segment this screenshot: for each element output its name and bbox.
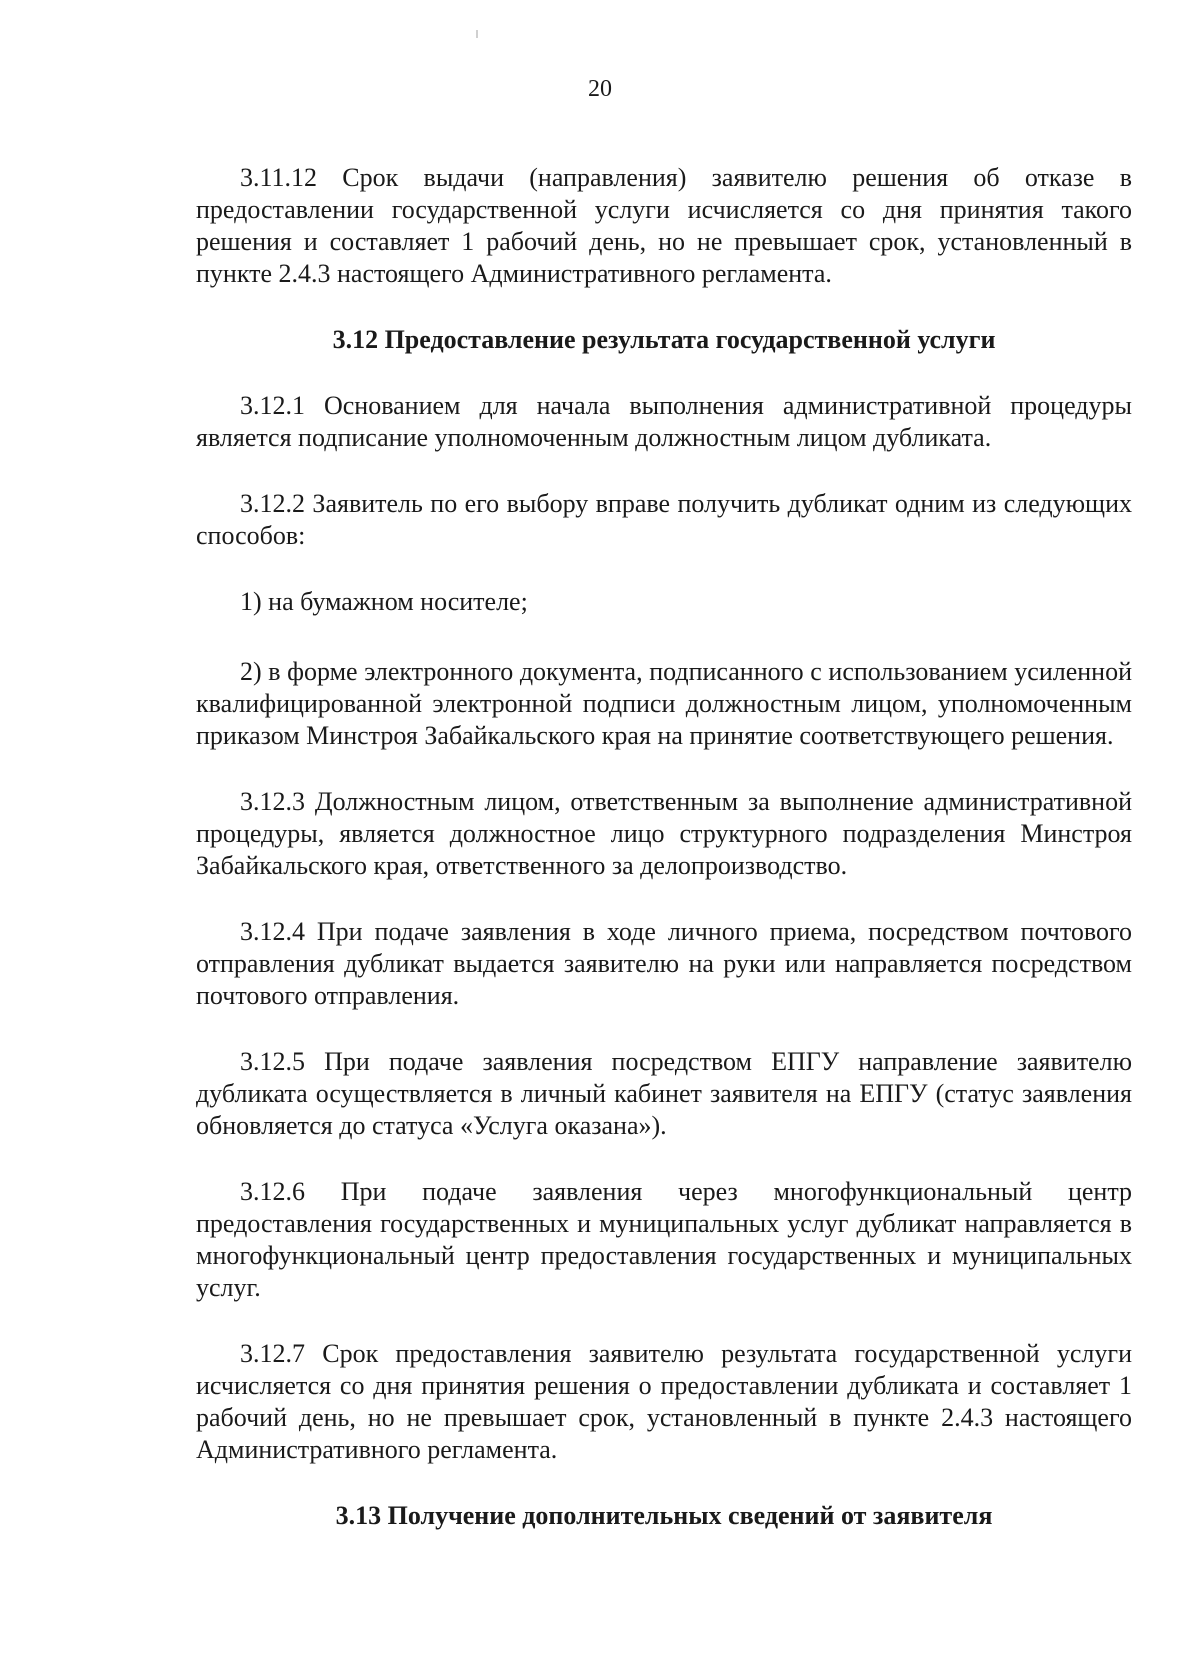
list-item-1: 1) на бумажном носителе; <box>240 587 528 616</box>
paragraph-3-12-1: 3.12.1 Основанием для начала выполнения административной процедуры является подписание уполномоченным должностным лицом дубликата. <box>196 391 1132 452</box>
list-item-2: 2) в форме электронного документа, подписанного с использованием усиленной квалифицированной электронной подписи должностным лицом, уполномоченным приказом Минстроя Забайкальского края на принятие соответствующего решения. <box>196 657 1132 750</box>
paragraph-3-12-4: 3.12.4 При подаче заявления в ходе личного приема, посредством почтового отправления дубликат выдается заявителю на руки или направляется посредством почтового отправления. <box>196 917 1132 1010</box>
paragraph-3-12-2: 3.12.2 Заявитель по его выбору вправе получить дубликат одним из следующих способов: <box>196 489 1132 550</box>
scan-artifact <box>476 30 478 38</box>
paragraph-3-12-6: 3.12.6 При подаче заявления через многофункциональный центр предоставления государственных и муниципальных услуг дубликат направляется в многофункциональный центр предоставления государственных и муниципальных услуг. <box>196 1177 1132 1302</box>
page-number: 20 <box>588 76 612 102</box>
paragraph-3-12-7: 3.12.7 Срок предоставления заявителю результата государственной услуги исчисляется со дня принятия решения о предоставлении дубликата и составляет 1 рабочий день, но не превышает срок, установленный в пункте 2.4.3 настоящего Административного регламента. <box>196 1339 1132 1464</box>
paragraph-3-12-3: 3.12.3 Должностным лицом, ответственным за выполнение административной процедуры, является должностное лицо структурного подразделения Минстроя Забайкальского края, ответственного за делопроизводство. <box>196 787 1132 880</box>
document-body <box>196 162 1132 1566</box>
section-heading-3-12: 3.12 Предоставление результата государственной услуги <box>332 325 996 354</box>
paragraph-3-12-5: 3.12.5 При подаче заявления посредством ЕПГУ направление заявителю дубликата осуществляется в личный кабинет заявителя на ЕПГУ (статус заявления обновляется до статуса «Услуга оказана»). <box>196 1047 1132 1140</box>
section-heading-3-13: 3.13 Получение дополнительных сведений от заявителя <box>335 1501 993 1530</box>
paragraph-3-11-12: 3.11.12 Срок выдачи (направления) заявителю решения об отказе в предоставлении государственной услуги исчисляется со дня принятия такого решения и составляет 1 рабочий день, но не превышает срок, установленный в пункте 2.4.3 настоящего Административного регламента. <box>196 163 1132 288</box>
